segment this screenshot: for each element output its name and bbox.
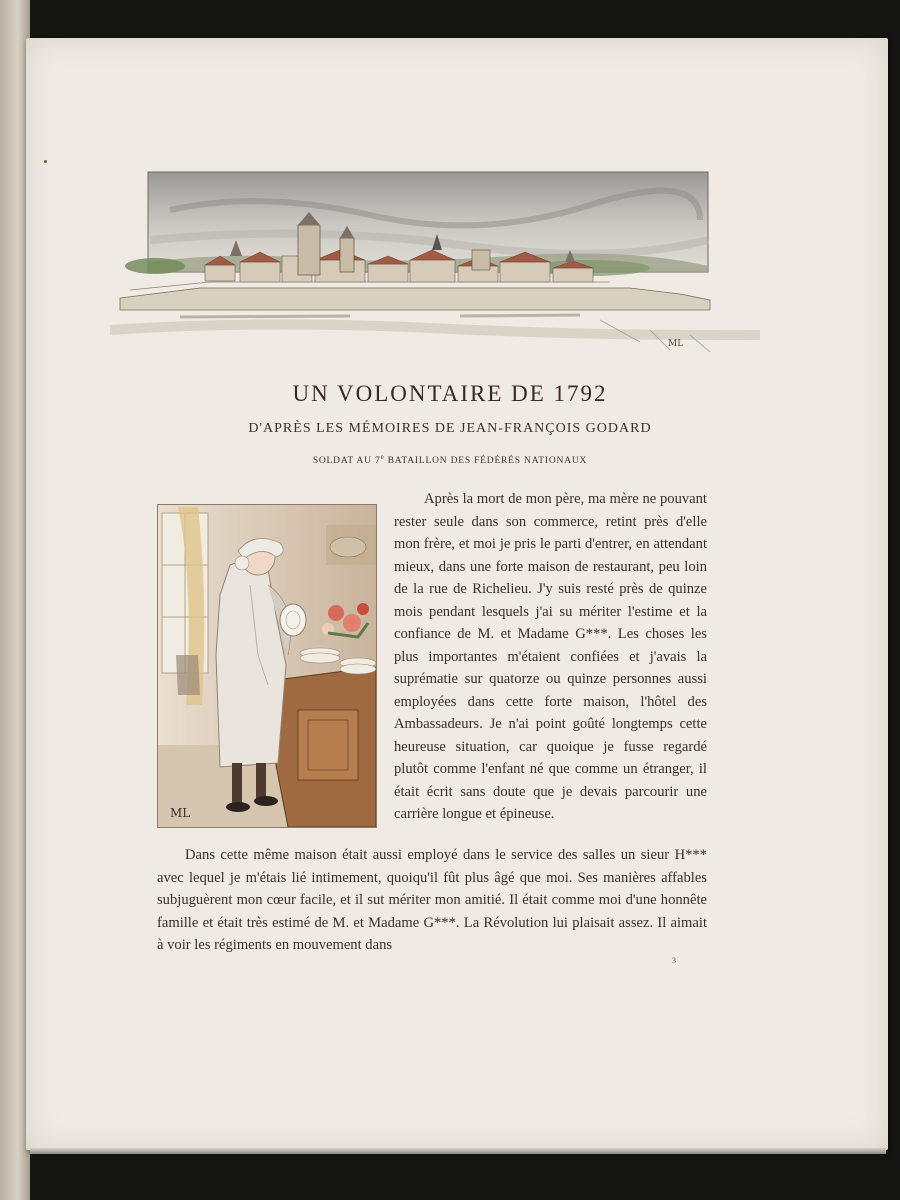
chapter-title: UN VOLONTAIRE DE 1792	[292, 381, 608, 406]
subtitle-part-2: BATAILLON DES FÉDÉRÉS NATIONAUX	[384, 456, 588, 467]
body-paragraph-1: Après la mort de mon père, ma mère ne pouvant rester seule dans son commerce, retint près d'elle mon frère, et moi je pris le parti d'entrer, en attendant mieux, dans une forte maison de restaurant, peu loin de la rue de Richelieu. J'y suis resté près de quinze mois pendant lesquels j'ai su mériter l'estime et la confiance de M. et Madame G***. Les choses les plus importantes m'étaient confiées et j'avais la suprématie sur quatorze ou quinze personnes aussi employées dans cette forte maison, l'hôtel des Ambassadeurs. Je n'ai point goûté longtemps cette heureuse situation, car quoique je fusse regardé plutôt comme l'enfant né que comme un étranger, il était écrit sans doute que je devais parcourir une carrière longue et épineuse.	[394, 491, 707, 822]
svg-text:ML: ML	[668, 339, 684, 349]
page-mark	[44, 160, 47, 163]
servant-illustration	[157, 504, 377, 828]
page-number: 3	[672, 956, 676, 965]
body-paragraph-2: Dans cette même maison était aussi employé dans le service des salles un sieur H*** avec lequel je m'étais lié intimement, quoiqu'il fût plus âgé que moi. Ses manières affables subjuguèrent mon cœur facile, et il sut mériter mon amitié. Il était comme moi d'une honnête famille et était très estimé de M. et Madame G***. La Révolution lui plaisait assez. Il aimait à voir les régiments en mouvement dans	[157, 847, 707, 953]
ordinal-superscript: e	[380, 453, 385, 461]
illustration-signature: ML	[170, 806, 191, 820]
page-edge	[30, 1148, 886, 1154]
chapter-subtitle-soldier	[0, 453, 900, 466]
subtitle-part-1: SOLDAT AU 7	[312, 456, 381, 467]
chapter-subtitle: D'APRÈS LES MÉMOIRES DE JEAN-FRANÇOIS GODARD	[248, 421, 652, 436]
town-panorama-illustration	[110, 170, 760, 360]
